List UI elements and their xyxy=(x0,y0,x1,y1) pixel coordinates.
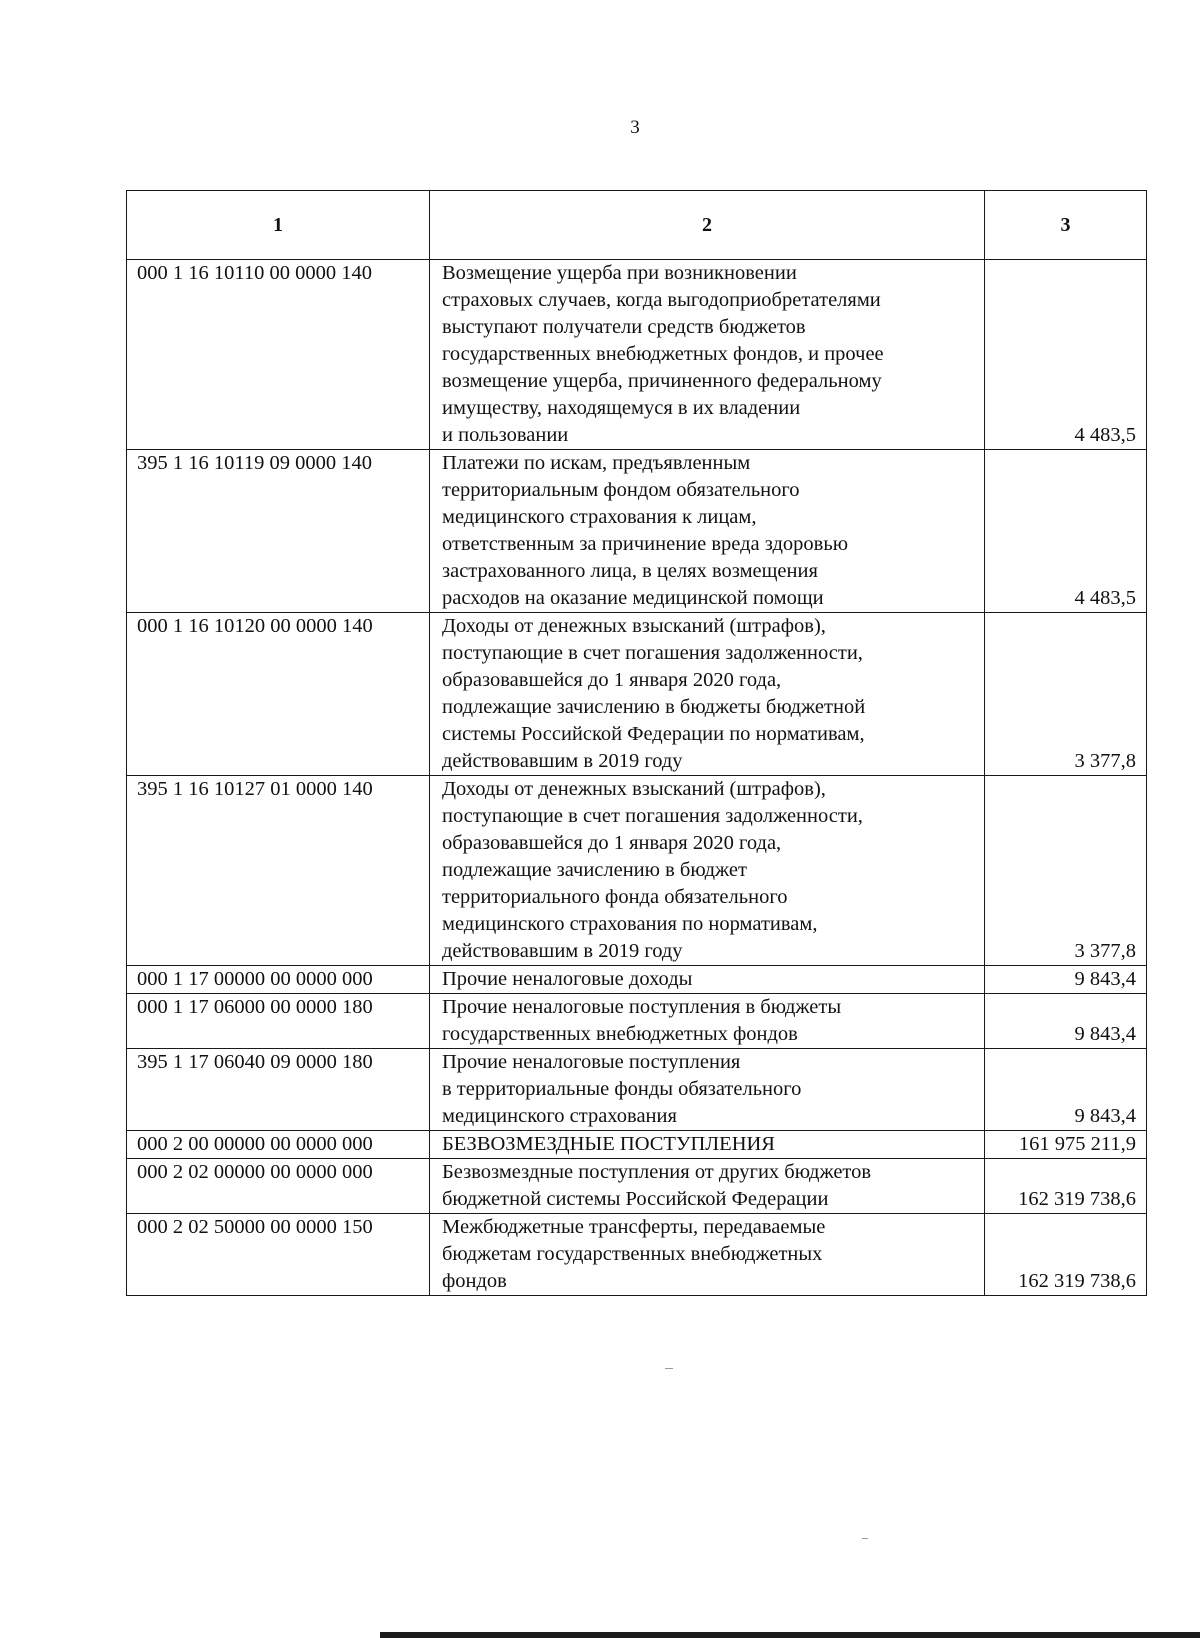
revenue-name-line: подлежащие зачислению в бюджет xyxy=(442,859,747,881)
revenue-name-line: застрахованного лица, в целях возмещения xyxy=(442,560,818,582)
revenue-name-line: имуществу, находящемуся в их владении xyxy=(442,397,801,419)
revenue-name-line: поступающие в счет погашения задолженности, xyxy=(442,642,863,664)
table-row xyxy=(127,1131,1147,1159)
revenue-name-line: действовавшим в 2019 году xyxy=(442,750,683,772)
revenue-name-cell xyxy=(430,1049,985,1131)
revenue-name-line: территориальным фондом обязательного xyxy=(442,479,800,501)
revenue-name-line: Доходы от денежных взысканий (штрафов), xyxy=(442,778,826,800)
amount-cell: 3 377,8 xyxy=(985,776,1147,966)
budget-code-cell: 395 1 16 10119 09 0000 140 xyxy=(127,450,430,613)
amount-cell: 162 319 738,6 xyxy=(985,1214,1147,1296)
budget-code-cell: 000 2 02 50000 00 0000 150 xyxy=(127,1214,430,1296)
column-header-name: 2 xyxy=(430,191,985,260)
table-row xyxy=(127,994,1147,1049)
revenue-name-line: Межбюджетные трансферты, передаваемые xyxy=(442,1216,826,1238)
budget-revenue-table xyxy=(126,190,1147,1296)
column-header-code: 1 xyxy=(127,191,430,260)
revenue-name-line: и пользовании xyxy=(442,424,569,446)
revenue-name-line: ответственным за причинение вреда здоровью xyxy=(442,533,849,555)
revenue-name-line: страховых случаев, когда выгодоприобретателями xyxy=(442,289,881,311)
amount-cell: 3 377,8 xyxy=(985,613,1147,776)
revenue-name-cell xyxy=(430,1131,985,1159)
revenue-name-line: в территориальные фонды обязательного xyxy=(442,1078,802,1100)
revenue-name-line: государственных внебюджетных фондов xyxy=(442,1023,798,1045)
column-header-amount: 3 xyxy=(985,191,1147,260)
revenue-name-cell xyxy=(430,450,985,613)
table-row xyxy=(127,450,1147,613)
amount-cell: 162 319 738,6 xyxy=(985,1159,1147,1214)
scan-bottom-edge xyxy=(380,1632,1200,1638)
amount-cell: 4 483,5 xyxy=(985,260,1147,450)
revenue-name-line: выступают получатели средств бюджетов xyxy=(442,316,806,338)
revenue-name-line: образовавшейся до 1 января 2020 года, xyxy=(442,832,782,854)
page-number: 3 xyxy=(630,117,640,138)
budget-code-cell: 000 1 16 10120 00 0000 140 xyxy=(127,613,430,776)
revenue-name-cell xyxy=(430,1159,985,1214)
revenue-name-line: Прочие неналоговые поступления в бюджеты xyxy=(442,996,842,1018)
table-row xyxy=(127,1049,1147,1131)
revenue-name-line: БЕЗВОЗМЕЗДНЫЕ ПОСТУПЛЕНИЯ xyxy=(442,1133,775,1155)
table-row xyxy=(127,776,1147,966)
budget-code-cell: 000 2 00 00000 00 0000 000 xyxy=(127,1131,430,1159)
amount-cell: 9 843,4 xyxy=(985,1049,1147,1131)
revenue-name-line: государственных внебюджетных фондов, и прочее xyxy=(442,343,884,365)
amount-cell: 4 483,5 xyxy=(985,450,1147,613)
revenue-name-line: бюджетной системы Российской Федерации xyxy=(442,1188,829,1210)
revenue-name-line: подлежащие зачислению в бюджеты бюджетной xyxy=(442,696,866,718)
revenue-name-cell xyxy=(430,260,985,450)
revenue-name-line: образовавшейся до 1 января 2020 года, xyxy=(442,669,782,691)
revenue-name-line: возмещение ущерба, причиненного федеральному xyxy=(442,370,882,392)
scan-artifact xyxy=(862,1538,868,1539)
revenue-name-line: системы Российской Федерации по нормативам, xyxy=(442,723,865,745)
revenue-name-line: территориального фонда обязательного xyxy=(442,886,788,908)
revenue-name-line: Доходы от денежных взысканий (штрафов), xyxy=(442,615,826,637)
revenue-name-line: медицинского страхования по нормативам, xyxy=(442,913,818,935)
revenue-name-line: Прочие неналоговые доходы xyxy=(442,968,693,990)
revenue-name-line: Безвозмездные поступления от других бюджетов xyxy=(442,1161,872,1183)
amount-cell: 9 843,4 xyxy=(985,994,1147,1049)
revenue-name-cell xyxy=(430,613,985,776)
budget-code-cell: 395 1 16 10127 01 0000 140 xyxy=(127,776,430,966)
revenue-name-cell xyxy=(430,776,985,966)
budget-code-cell: 395 1 17 06040 09 0000 180 xyxy=(127,1049,430,1131)
budget-code-cell: 000 1 17 00000 00 0000 000 xyxy=(127,966,430,994)
revenue-name-line: поступающие в счет погашения задолженности, xyxy=(442,805,863,827)
table-row xyxy=(127,1214,1147,1296)
revenue-name-line: бюджетам государственных внебюджетных xyxy=(442,1243,823,1265)
revenue-name-line: действовавшим в 2019 году xyxy=(442,940,683,962)
revenue-name-line: расходов на оказание медицинской помощи xyxy=(442,587,824,609)
revenue-name-line: Возмещение ущерба при возникновении xyxy=(442,262,797,284)
revenue-name-line: медицинского страхования xyxy=(442,1105,677,1127)
table-header-row xyxy=(127,191,1147,260)
scan-artifact xyxy=(665,1368,673,1369)
budget-code-cell: 000 1 16 10110 00 0000 140 xyxy=(127,260,430,450)
budget-code-cell: 000 2 02 00000 00 0000 000 xyxy=(127,1159,430,1214)
revenue-name-line: Платежи по искам, предъявленным xyxy=(442,452,751,474)
revenue-name-line: Прочие неналоговые поступления xyxy=(442,1051,741,1073)
revenue-name-line: медицинского страхования к лицам, xyxy=(442,506,757,528)
budget-code-cell: 000 1 17 06000 00 0000 180 xyxy=(127,994,430,1049)
amount-cell: 161 975 211,9 xyxy=(985,1131,1147,1159)
revenue-name-cell xyxy=(430,966,985,994)
amount-cell: 9 843,4 xyxy=(985,966,1147,994)
table-row xyxy=(127,966,1147,994)
table-row xyxy=(127,260,1147,450)
table-row xyxy=(127,1159,1147,1214)
revenue-name-cell xyxy=(430,994,985,1049)
table-row xyxy=(127,613,1147,776)
revenue-name-line: фондов xyxy=(442,1270,507,1292)
table-body xyxy=(127,260,1147,1296)
revenue-name-cell xyxy=(430,1214,985,1296)
